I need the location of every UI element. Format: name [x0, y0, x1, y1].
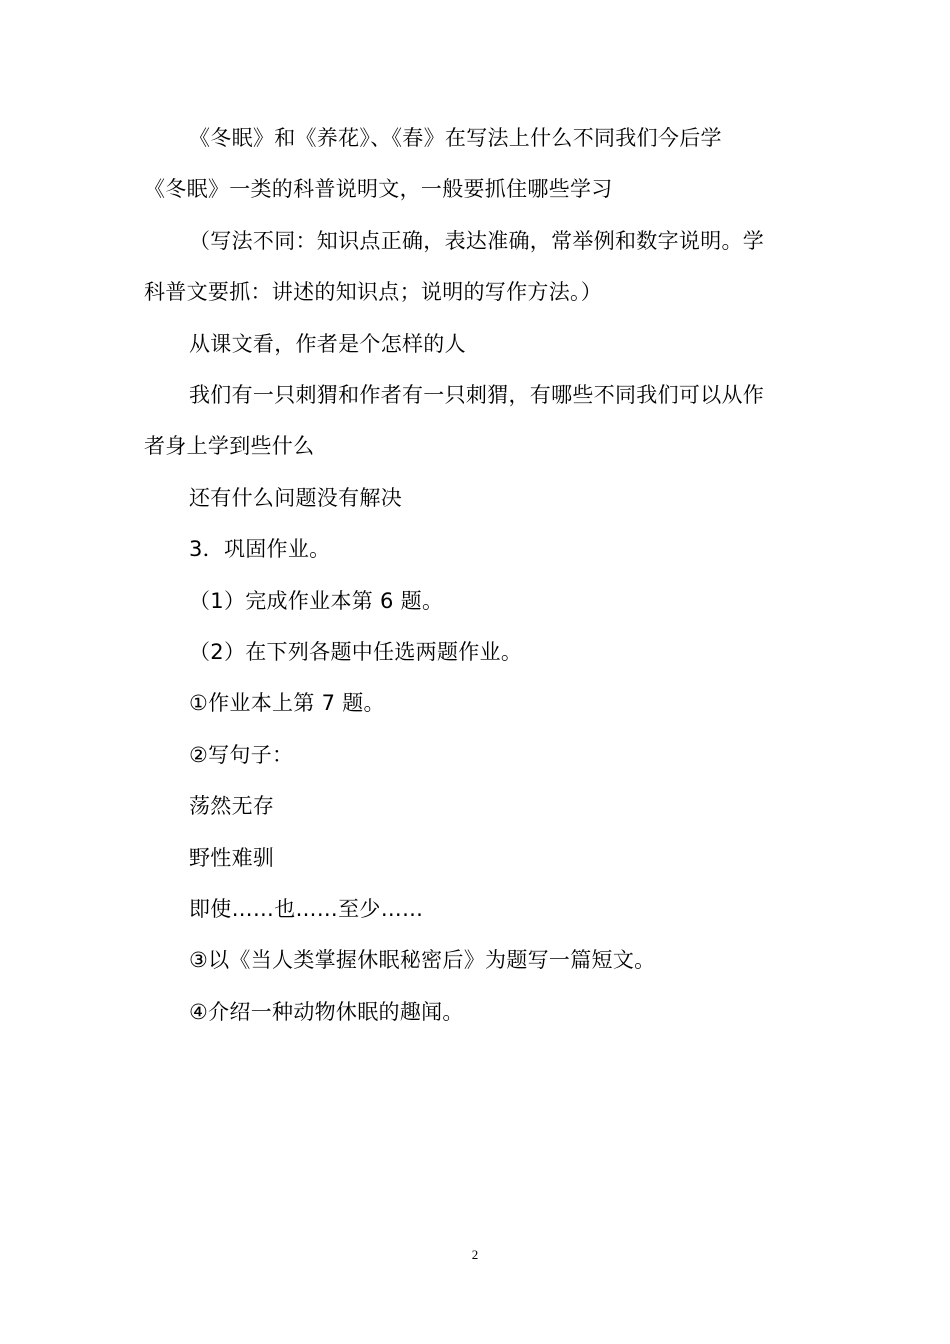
option-item-3: ③以《当人类掌握休眠秘密后》为题写一篇短文。: [189, 948, 656, 972]
paragraph-5: 还有什么问题没有解决: [189, 486, 402, 510]
assignment-item-2: （2）在下列各题中任选两题作业。: [189, 640, 523, 664]
section-heading-consolidation: 3．巩固作业。: [189, 537, 331, 561]
phrase-2: 野性难驯: [189, 846, 275, 870]
phrase-1: 荡然无存: [189, 794, 275, 818]
paragraph-4-line-2: 者身上学到些什么: [144, 434, 315, 458]
paragraph-3: 从课文看，作者是个怎样的人: [189, 332, 466, 356]
phrase-3: 即使……也……至少……: [189, 897, 424, 921]
option-item-4: ④介绍一种动物休眠的趣闻。: [189, 1000, 464, 1024]
page-number: 2: [471, 1247, 479, 1262]
paragraph-4-line-1: 我们有一只刺猬和作者有一只刺猬，有哪些不同我们可以从作: [189, 383, 765, 407]
option-item-2: ②写句子：: [189, 743, 294, 767]
assignment-item-1: （1）完成作业本第 6 题。: [189, 589, 444, 613]
paragraph-1-line-1: 《冬眠》和《养花》、《春》在写法上什么不同我们今后学: [189, 126, 722, 150]
paragraph-2-line-2: 科普文要抓：讲述的知识点；说明的写作方法。）: [144, 280, 603, 304]
paragraph-2-line-1: （写法不同：知识点正确，表达准确，常举例和数字说明。学: [189, 229, 765, 253]
option-item-1: ①作业本上第 7 题。: [189, 691, 385, 715]
paragraph-1-line-2: 《冬眠》一类的科普说明文，一般要抓住哪些学习: [144, 177, 613, 201]
